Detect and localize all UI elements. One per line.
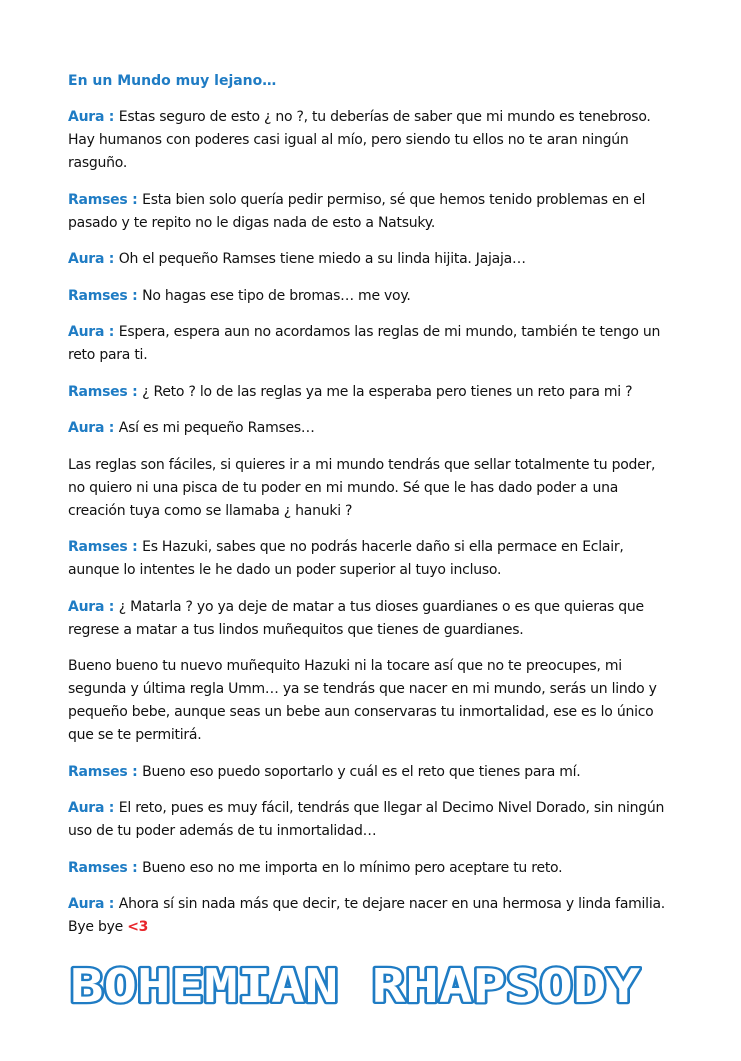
speaker-separator: :: [104, 420, 119, 436]
speaker-separator: :: [127, 859, 143, 876]
dialogue-line: [68, 381, 668, 404]
speaker-separator: :: [104, 324, 119, 340]
dialogue-line: [68, 417, 668, 440]
dialogue-text: Espera, espera aun no acordamos las reglas de mi mundo, también te tengo un reto para ti.: [68, 324, 661, 363]
speaker-separator: :: [127, 191, 143, 208]
speaker-separator: :: [127, 383, 143, 400]
dialogue-text: Oh el pequeño Ramses tiene miedo a su linda hijita. Jajaja…: [118, 251, 526, 267]
dialogue-text: Esta bien solo quería pedir permiso, sé que hemos tenido problemas en el pasado y te repito no le digas nada de esto a Natsuky.: [68, 191, 646, 231]
footer-title-graphic: [68, 960, 642, 1010]
dialogue-line: [68, 321, 668, 367]
footer-title-text: BOHEMIAN RHAPSODY: [70, 960, 641, 1010]
speaker-separator: :: [104, 598, 119, 615]
dialogue-text: ¿ Reto ? lo de las reglas ya me la esperaba pero tienes un reto para mi ?: [142, 383, 633, 400]
speaker-separator: :: [104, 896, 119, 912]
speaker-name: Aura: [68, 324, 105, 340]
dialogue-line: [68, 893, 668, 939]
dialogue-text: Es Hazuki, sabes que no podrás hacerle daño si ella permace en Eclair, aunque lo intentes le he dado un poder superior al tuyo incluso.: [68, 539, 624, 578]
speaker-name: Aura: [68, 109, 105, 125]
dialogue-text: ¿ Matarla ? yo ya deje de matar a tus dioses guardianes o es que quieras que regrese a matar a tus lindos muñequitos que tienes de guardianes.: [68, 598, 644, 638]
speaker-name: Aura: [68, 896, 105, 912]
dialogue-text: Bueno eso puedo soportarlo y cuál es el reto que tienes para mí.: [142, 763, 581, 780]
dialogue-line: [68, 189, 668, 235]
speaker-separator: :: [104, 251, 119, 267]
narration-paragraph: [68, 655, 668, 747]
dialogue-line: [68, 285, 668, 308]
speaker-name: Ramses: [68, 191, 128, 208]
dialogue-text: Bueno eso no me importa en lo mínimo pero aceptare tu reto.: [142, 859, 563, 876]
dialogue-line: [68, 596, 668, 642]
speaker-separator: :: [127, 287, 143, 304]
speaker-name: Aura: [68, 598, 105, 615]
dialogue-text: Bueno bueno tu nuevo muñequito Hazuki ni la tocare así que no te preocupes, mi segunda y última regla Umm… ya se tendrás que nacer en mi mundo, serás un lindo y pequeño bebe, aunque seas un bebe aun conservaras tu inmortalidad, ese es lo único que se te permitirá.: [68, 658, 657, 743]
dialogue-line: [68, 536, 668, 582]
dialogue-text: Ahora sí sin nada más que decir, te dejare nacer en una hermosa y linda familia. Bye bye: [68, 896, 665, 935]
dialogue-line: [68, 106, 668, 175]
heart-emoticon: <3: [127, 919, 149, 935]
speaker-name: Aura: [68, 251, 105, 267]
section-heading: En un Mundo muy lejano…: [68, 73, 277, 89]
speaker-name: Aura: [68, 420, 105, 436]
dialogue-text: El reto, pues es muy fácil, tendrás que llegar al Decimo Nivel Dorado, sin ningún uso de tu poder además de tu inmortalidad…: [68, 800, 665, 839]
speaker-separator: :: [127, 763, 143, 780]
dialogue-text: Las reglas son fáciles, si quieres ir a mi mundo tendrás que sellar totalmente tu poder, no quiero ni una pisca de tu poder en mi mundo. Sé que le has dado poder a una creación tuya como se llamaba ¿ hanuki ?: [68, 456, 656, 519]
dialogue-text: Así es mi pequeño Ramses…: [118, 420, 315, 436]
speaker-separator: :: [104, 800, 119, 816]
speaker-name: Ramses: [68, 859, 128, 876]
speaker-name: Ramses: [68, 763, 128, 780]
speaker-name: Aura: [68, 800, 105, 816]
footer-title-banner: [68, 960, 642, 1010]
dialogue-line: [68, 248, 668, 271]
speaker-separator: :: [127, 539, 143, 555]
speaker-name: Ramses: [68, 287, 128, 304]
speaker-name: Ramses: [68, 383, 128, 400]
dialogue-text: No hagas ese tipo de bromas… me voy.: [142, 287, 411, 304]
dialogue-line: [68, 797, 668, 843]
speaker-name: Ramses: [68, 539, 128, 555]
dialogue-text: Estas seguro de esto ¿ no ?, tu deberías de saber que mi mundo es tenebroso. Hay humanos con poderes casi igual al mío, pero siendo tu ellos no te aran ningún rasguño.: [68, 109, 651, 171]
narration-paragraph: [68, 454, 668, 523]
dialogue-line: [68, 761, 668, 784]
speaker-separator: :: [104, 109, 119, 125]
story-page: [68, 70, 668, 953]
dialogue-line: [68, 857, 668, 880]
